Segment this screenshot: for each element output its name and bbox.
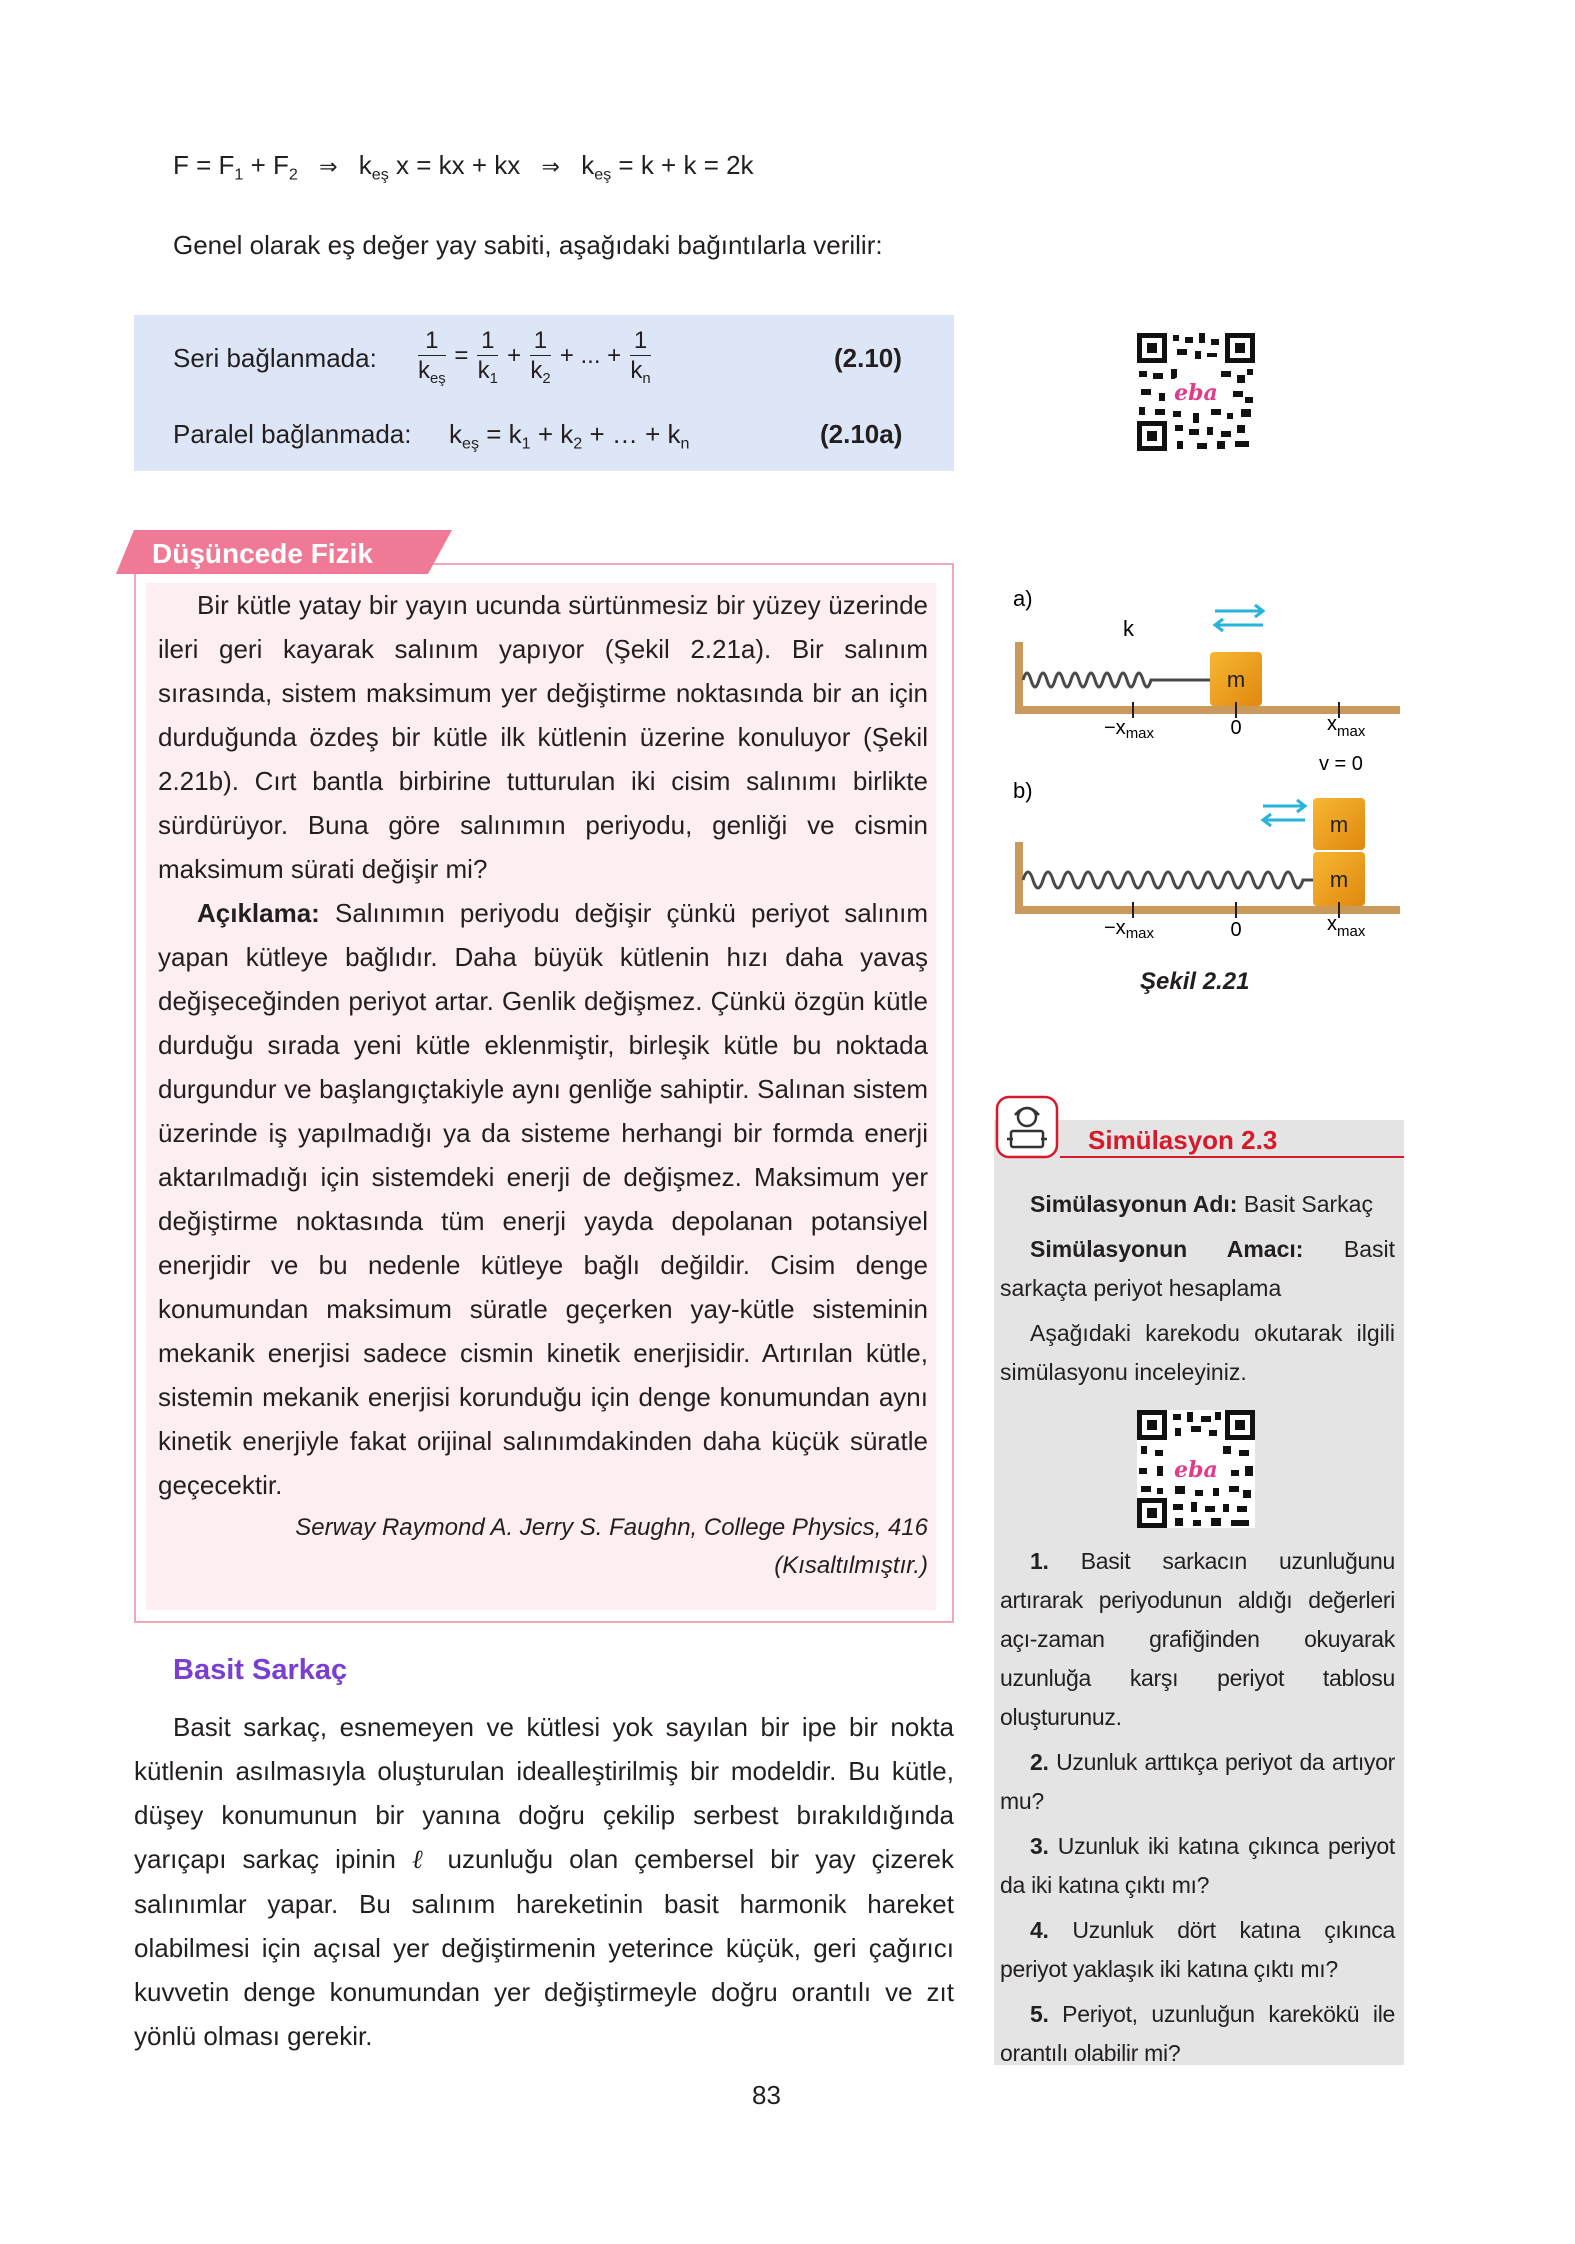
pos-xmax-b: $x_{max}$ — [1327, 913, 1366, 940]
neg-xmax-b: $-x_{max}$ — [1104, 917, 1155, 942]
question-number: 1. — [1030, 1548, 1049, 1574]
purpose-label: Simülasyonun Amacı: — [1030, 1236, 1304, 1262]
dots: + ... + — [559, 341, 622, 369]
denominator — [530, 356, 551, 386]
sub: eş — [462, 434, 480, 453]
series-eqn-number: (2.10) — [834, 343, 902, 373]
mass-label: m — [1329, 812, 1349, 837]
zero-b: 0 — [1230, 919, 1242, 941]
neg-xmax-a: $-x_{max}$ — [1104, 717, 1155, 742]
numerator: 1 — [418, 327, 446, 356]
pos-xmax-a: $x_{max}$ — [1327, 713, 1366, 740]
eq-part: = k + k = 2k — [611, 150, 754, 180]
name-label: Simülasyonun Adı: — [1030, 1191, 1238, 1217]
v-zero-label: v = 0 — [1319, 753, 1363, 775]
sub: 2 — [542, 371, 551, 388]
denominator — [477, 356, 498, 386]
question-text: Uzunluk arttıkça periyot da artıyor mu? — [1000, 1749, 1395, 1814]
velocity-arrows-a — [1215, 605, 1263, 631]
text-part: uzunluğu olan çembersel bir yay çizerek salınımlar yapar. Bu salınım hareketinin basit harmonik hareket olabilmesi için açısal yer değiştirmenin yeterince küçük, geri çağırıcı kuvvetin denge konumundan yer değiştirmeyle doğru orantılı ve zıt yönlü olması gerekir. — [134, 1844, 954, 2051]
equation-top — [173, 150, 754, 184]
simulation-instruction: Aşağıdaki karekodu okutarak ilgili simülasyonu inceleyiniz. — [1000, 1320, 1395, 1385]
dusuncede-fizik-tab — [116, 530, 452, 574]
spring-label: k — [1123, 616, 1134, 641]
spring-b — [1023, 872, 1313, 888]
sub: 1 — [521, 434, 531, 453]
series-formula — [416, 327, 653, 386]
eq-part: k — [358, 150, 372, 180]
fraction — [418, 327, 446, 386]
simulation-title: Simülasyon 2.3 — [1088, 1125, 1278, 1155]
text-part: Basit sarkaç, esnemeyen ve kütlesi yok sayılan bir ipe bir nokta kütlenin asılmasıyla oluşturulan idealleştirilmiş bir modeldir. Bu kütle, düşey konumunun bir yanına doğru çekilip serbest bırakıldığında yarıçapı sarkaç ipinin — [134, 1712, 954, 1874]
fraction — [477, 327, 498, 386]
label-a: a) — [1013, 586, 1033, 611]
simulation-text — [1000, 1185, 1395, 1398]
k-symbol: k — [530, 357, 543, 384]
mass-label: m — [1329, 867, 1349, 892]
eq-part: + k — [530, 419, 574, 449]
ell-symbol: ℓ — [411, 1845, 432, 1875]
simulation-icon — [995, 1095, 1059, 1159]
explanation-text: Salınımın periyodu değişir çünkü periyot salınım yapan kütleye bağlıdır. Daha büyük kütlenin hızı daha yavaş değişeceğinden periyot artar. Genlik değişmez. Çünkü özgün kütle durduğu sırada yeni kütle eklenmiştir, birleşik kütle bu noktada durgundur ve başlangıçtakiyle aynı genliğe sahiptir. Salınan sistem üzerinde iş yapılmadığı ya da sisteme herhangi bir formda enerji aktarılmadığı için sistemdeki enerji de değişmez. Maksimum yer değiştirme noktasında tüm enerji yayda depolanan potansiyel enerjidir ve bu nedenle kütleye bağlı değildir. Cisim denge konumundan maksimum süratle geçerken yay-kütle sisteminin mekanik enerjisi sadece cismin kinetik enerjisidir. Artırılan kütle, sistemin mekanik enerjisi korunduğu için denge konumundan aynı kinetik enerjiyle fakat orijinal salınımdakinden daha küçük süratle geçecektir. — [158, 898, 928, 1500]
df-source — [158, 1509, 928, 1585]
parallel-label: Paralel bağlanmada: — [173, 419, 412, 449]
simulation-purpose — [1000, 1230, 1395, 1308]
sub: 2 — [573, 434, 583, 453]
label-b: b) — [1013, 778, 1033, 803]
sub: eş — [430, 371, 446, 388]
numerator: 1 — [530, 327, 551, 356]
source-line: Serway Raymond A. Jerry S. Faughn, College Physics, 416 — [295, 1514, 928, 1541]
equals: = — [454, 341, 469, 369]
df-paragraph: Bir kütle yatay bir yayın ucunda sürtünmesiz bir yüzey üzerinde ileri geri kayarak salınım yapıyor (Şekil 2.21a). Bir salınım sırasında, sistem maksimum yer değiştirme noktasında bir an için durduğunda özdeş bir kütle ilk kütlenin üzerine konuluyor (Şekil 2.21b). Cırt bantla birbirine tutturulan iki cisim salınımı birlikte sürdürüyor. Buna göre salınımın periyodu, genliği ve cismin maksimum sürati değişir mi? — [158, 590, 928, 884]
fraction — [530, 327, 551, 386]
qr-code[interactable] — [1137, 1410, 1255, 1528]
qr-code[interactable] — [1137, 333, 1255, 451]
parallel-eqn-number: (2.10a) — [820, 419, 903, 449]
sub: 1 — [489, 371, 498, 388]
sub: n — [680, 434, 690, 453]
eq-part: + F — [243, 150, 289, 180]
question-text: Periyot, uzunluğun karekökü ile orantılı olabilir mi? — [1000, 2001, 1395, 2066]
page-number: 83 — [752, 2080, 781, 2110]
series-label: Seri bağlanmada: — [173, 343, 377, 373]
k-symbol: k — [477, 357, 490, 384]
question-number: 5. — [1030, 2001, 1049, 2027]
source-line: (Kısaltılmıştır.) — [774, 1552, 928, 1579]
mass-label: m — [1226, 667, 1246, 692]
eq-part: + … + k — [582, 419, 681, 449]
sub: n — [642, 371, 651, 388]
implies-symbol: ⇒ — [319, 155, 338, 180]
question-item — [1000, 1995, 1395, 2073]
question-text: Uzunluk iki katına çıkınca periyot da iki katına çıktı mı? — [1000, 1833, 1395, 1898]
question-text: Basit sarkacın uzunluğunu artırarak periyodunun aldığı değerleri açı-zaman grafiğinden okuyarak uzunluğa karşı periyot tablosu oluşturunuz. — [1000, 1548, 1395, 1730]
question-item — [1000, 1542, 1395, 1737]
general-text: Genel olarak eş değer yay sabiti, aşağıdaki bağıntılarla verilir: — [173, 230, 883, 260]
numerator: 1 — [630, 327, 651, 356]
dusuncede-fizik-title: Düşüncede Fizik — [152, 538, 373, 569]
k-symbol: k — [418, 357, 430, 384]
eba-logo-text: eba — [1174, 1457, 1218, 1483]
purpose-value: Basit sarkaçta periyot hesaplama — [1000, 1236, 1395, 1301]
simulation-questions — [1000, 1542, 1395, 2079]
eq-sub: 2 — [288, 165, 298, 184]
df-explanation — [158, 891, 928, 1507]
question-number: 3. — [1030, 1833, 1049, 1859]
fraction — [630, 327, 651, 386]
question-number: 4. — [1030, 1917, 1049, 1943]
k-symbol: k — [630, 357, 643, 384]
denominator — [418, 356, 446, 386]
section-heading: Basit Sarkaç — [173, 1654, 348, 1686]
numerator: 1 — [477, 327, 498, 356]
figure-caption: Şekil 2.21 — [1140, 968, 1250, 995]
eq-part: = k — [479, 419, 522, 449]
k-symbol: k — [449, 419, 462, 449]
eba-logo-text: eba — [1174, 380, 1218, 406]
implies-symbol: ⇒ — [541, 155, 560, 180]
velocity-arrows-b — [1263, 800, 1305, 826]
question-text: Uzunluk dört katına çıkınca periyot yaklaşık iki katına çıktı mı? — [1000, 1917, 1395, 1982]
plus: + — [507, 341, 522, 369]
explanation-label: Açıklama: — [197, 898, 320, 928]
eq-part: k — [581, 150, 595, 180]
name-value: Basit Sarkaç — [1237, 1191, 1373, 1217]
question-item — [1000, 1911, 1395, 1989]
formula-box — [134, 315, 954, 471]
eq-part: F = F — [173, 150, 235, 180]
zero-a: 0 — [1230, 717, 1242, 739]
figure-spring-mass — [1005, 580, 1405, 1000]
eq-part: x = kx + kx — [388, 150, 521, 180]
denominator — [630, 356, 651, 386]
eq-sub: 1 — [234, 165, 244, 184]
simulation-name — [1000, 1185, 1395, 1224]
question-item — [1000, 1827, 1395, 1905]
question-number: 2. — [1030, 1749, 1049, 1775]
question-item — [1000, 1743, 1395, 1821]
eq-sub: eş — [594, 165, 612, 184]
spring-a — [1023, 673, 1210, 687]
dusuncede-fizik-text — [158, 583, 928, 1585]
basit-sarkac-text — [134, 1705, 954, 2058]
eq-sub: eş — [371, 165, 389, 184]
parallel-formula — [449, 419, 690, 453]
